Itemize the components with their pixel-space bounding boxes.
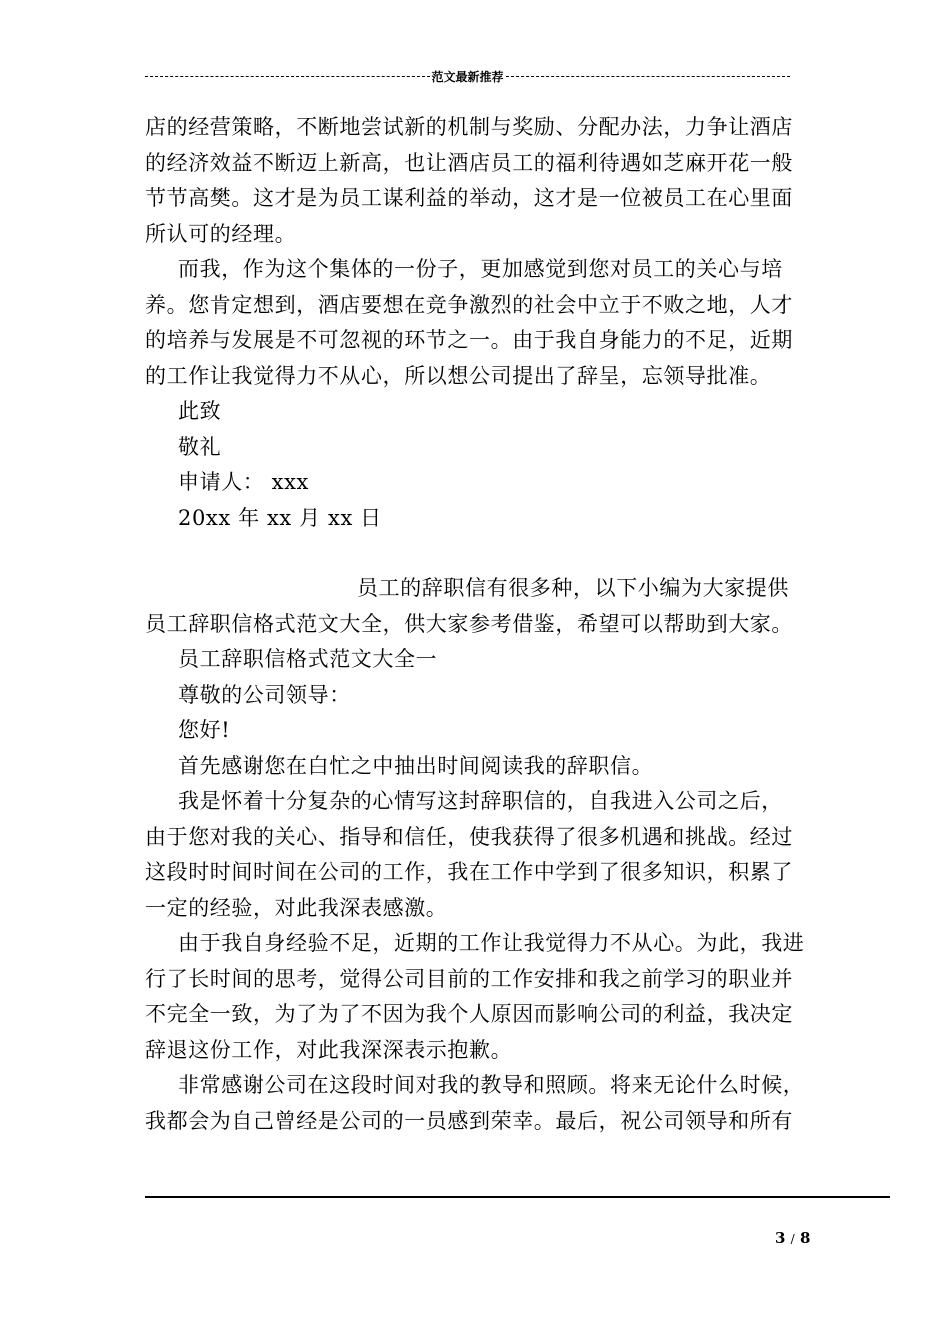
- header-title: 范文最新推荐: [431, 69, 504, 84]
- greeting: 您好!: [178, 718, 231, 742]
- thanks-line: 首先感谢您在白忙之中抽出时间阅读我的辞职信。: [178, 753, 654, 778]
- document-body: [145, 110, 807, 1139]
- footer-rule: [145, 1196, 890, 1198]
- body-line: 我都会为自己曾经是公司的一员感到荣幸。最后，祝公司领导和所有: [145, 1108, 793, 1133]
- page-total: 8: [799, 1229, 811, 1247]
- body-line: 的工作让我觉得力不从心，所以想公司提出了辞呈，忘领导批准。: [145, 363, 772, 388]
- page-current: 3: [775, 1229, 786, 1247]
- section-title: 员工辞职信格式范文大全一: [178, 647, 438, 671]
- header-dash-right: [506, 76, 791, 77]
- body-line: 由于我自身经验不足，近期的工作让我觉得力不从心。为此，我进: [178, 931, 805, 955]
- date-line: 20xx 年 xx 月 xx 日: [178, 505, 382, 530]
- body-line: 养。您肯定想到，酒店要想在竞争激烈的社会中立于不败之地，人才: [145, 292, 793, 317]
- header-dash-left: [145, 76, 430, 77]
- page-number: [775, 1229, 810, 1247]
- body-line: 而我，作为这个集体的一份子，更加感觉到您对员工的关心与培: [178, 257, 783, 281]
- blank-line: [145, 536, 807, 571]
- body-line: 行了长时间的思考，觉得公司目前的工作安排和我之前学习的职业并: [145, 966, 793, 991]
- body-line: 店的经营策略，不断地尝试新的机制与奖励、分配办法，力争让酒店: [145, 115, 793, 139]
- body-line: 的经济效益不断迈上新高，也让酒店员工的福利待遇如芝麻开花一般: [145, 150, 793, 175]
- salutation: 尊敬的公司领导：: [178, 682, 351, 707]
- body-line: 节节高樊。这才是为员工谋利益的举动，这才是一位被员工在心里面: [145, 186, 793, 210]
- page-separator: /: [790, 1232, 795, 1246]
- body-line: 的培养与发展是不可忽视的环节之一。由于我自身能力的不足，近期: [145, 328, 793, 352]
- body-line: 一定的经验，对此我深表感激。: [145, 895, 448, 920]
- body-line: 辞退这份工作，对此我深深表示抱歉。: [145, 1037, 513, 1062]
- closing-line: 敬礼: [178, 434, 222, 459]
- intro-line: 员工辞职信格式范文大全，供大家参考借鉴，希望可以帮助到大家。: [145, 611, 793, 636]
- closing-line: 此致: [178, 399, 222, 423]
- intro-line: 员工的辞职信有很多种，以下小编为大家提供: [357, 576, 789, 600]
- body-line: 我是怀着十分复杂的心情写这封辞职信的，自我进入公司之后，: [178, 789, 783, 813]
- body-line: 所认可的经理。: [145, 221, 297, 246]
- body-line: 这段时时间时间在公司的工作，我在工作中学到了很多知识，积累了: [145, 860, 793, 884]
- body-line: 非常感谢公司在这段时间对我的教导和照顾。将来无论什么时候，: [178, 1073, 805, 1097]
- applicant-line: 申请人： xxx: [178, 470, 310, 494]
- body-line: 由于您对我的关心、指导和信任，使我获得了很多机遇和挑战。经过: [145, 824, 793, 849]
- page-header: [145, 66, 790, 86]
- body-line: 不完全一致，为了为了不因为我个人原因而影响公司的利益，我决定: [145, 1002, 793, 1026]
